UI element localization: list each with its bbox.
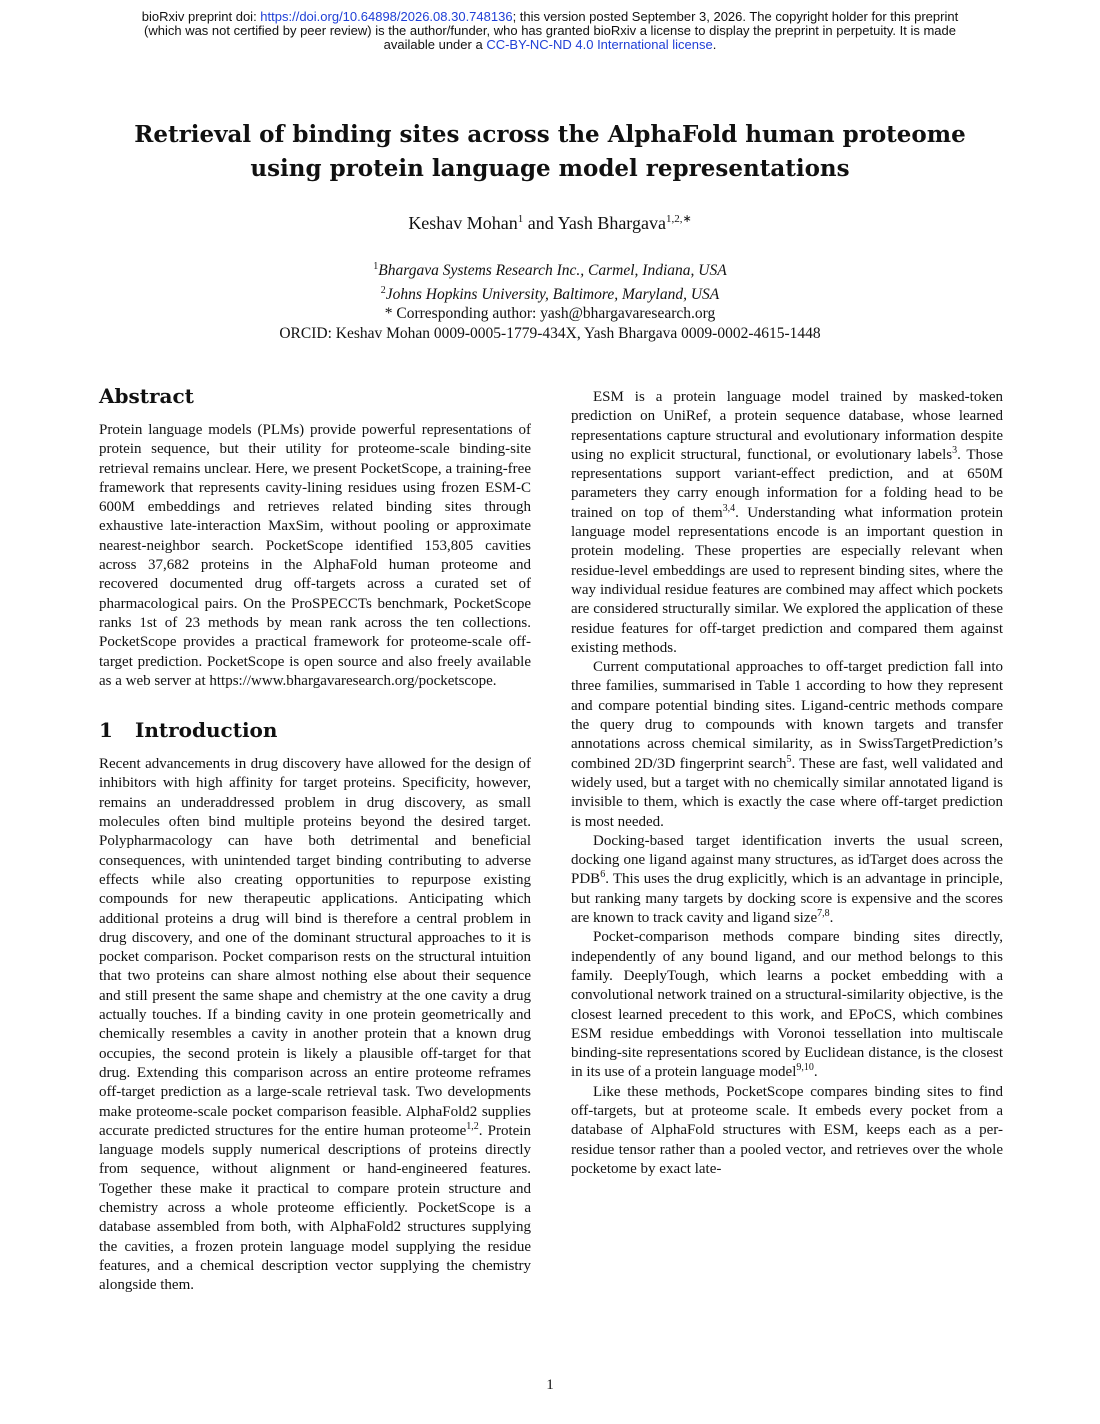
intro-paragraph-4	[571, 832, 1003, 928]
intro-p2-text-b: . Those representations support variant-effect prediction, and at 650M parameters they carry enough information for a folding head to be trained on top of them	[571, 446, 1003, 521]
preprint-banner	[60, 10, 1040, 52]
corresponding-author: * Corresponding author: yash@bhargavaresearch.org	[384, 305, 716, 323]
banner-line-1	[60, 10, 1040, 24]
affiliation-2-marker: 2	[380, 284, 386, 296]
banner-line-3	[60, 38, 1040, 52]
intro-p3-text-b: . These are fast, well validated and widely used, but a target with no chemically similar annotated ligand is invisible to them, which is exactly the case where off-target prediction is most needed.	[571, 755, 1003, 830]
author-1: Keshav Mohan	[408, 213, 518, 233]
banner-doi-prefix: bioRxiv preprint doi:	[141, 9, 261, 24]
citation: 3,4	[722, 502, 736, 514]
banner-license-prefix: available under a	[383, 37, 487, 52]
citation: 5	[786, 753, 792, 765]
intro-paragraph-6: Like these methods, PocketScope compares binding sites to find off-targets, but at proteome scale. It embeds every pocket from a database of AlphaFold structures with ESM, keeps each as a per-residue tensor rather than a pooled vector, and retrieves over the whole pocketome by exact late-	[571, 1083, 1003, 1177]
orcid-line: ORCID: Keshav Mohan 0009-0005-1779-434X, Yash Bhargava 0009-0002-4615-1448	[279, 324, 821, 342]
left-column	[99, 383, 531, 1295]
intro-p1-text-a: Recent advancements in drug discovery have allowed for the design of inhibitors with high affinity for target proteins. Specificity, however, remains an underaddressed problem in drug discovery, as small molecules often bind multiple proteins beyond the desired target. Polypharmacology can have both detrimental and beneficial consequences, with unintended target binding contributing to adverse effects while also creating opportunities to repurpose existing compounds for new therapeutic applications. Anticipating which additional proteins a drug will bind is therefore a central problem in drug discovery, and one of the dominant structural approaches to it is pocket comparison. Pocket comparison rests on the structural intuition that two proteins can share almost nothing else about their sequence and still present the same shape and chemistry at the one cavity a drug actually touches. If a binding cavity in one protein geometrically and chemically resembles a cavity in another protein that a known drug occupies, the second protein is likely a plausible off-target for that drug. Extending this comparison across an entire proteome reframes off-target prediction as a large-scale retrieval task. Two developments make proteome-scale pocket comparison feasible. AlphaFold2 supplies accurate predicted structures for the entire human proteome	[99, 756, 531, 1139]
intro-p4-text-c: .	[829, 910, 834, 927]
doi-link[interactable]: https://doi.org/10.64898/2026.08.30.748136	[260, 9, 513, 24]
intro-paragraph-3	[571, 658, 1003, 832]
banner-line-2: (which was not certified by peer review) is the author/funder, who has granted bioRxiv a license to display the preprint in perpetuity. It is made	[144, 23, 956, 38]
intro-p5-text-b: .	[813, 1064, 818, 1081]
intro-p1-text-b: . Protein language models supply numerical descriptions of proteins directly from sequence, without alignment or hand-engineered features. Together these make it practical to compare protein structure and chemistry across a whole proteome efficiently. PocketScope is a database assembled from both, with AlphaFold2 structures supplying the cavities, a frozen protein language model supplying the residue features, and a chemical description vector supplying the chemistry alongside them.	[99, 1122, 531, 1294]
intro-paragraph-2	[571, 388, 1003, 658]
paper-title	[100, 118, 1000, 186]
author-1-affil: 1	[517, 213, 524, 225]
citation: 6	[600, 869, 606, 881]
section-title: Introduction	[135, 718, 278, 743]
citation: 3	[952, 444, 958, 456]
author-2: Yash Bhargava	[557, 213, 666, 233]
affiliation-1-marker: 1	[373, 261, 379, 272]
intro-p3-text-a: Current computational approaches to off-target prediction fall into three families, summarised in Table 1 according to how they represent and compare potential binding sites. Ligand-centric methods compare the query drug to compounds with known targets and transfer annotations across chemical similarity, as in SwissTargetPrediction’s combined 2D/3D fingerprint search	[571, 659, 1003, 772]
affiliation-1-text: Bhargava Systems Research Inc., Carmel, Indiana, USA	[378, 262, 727, 280]
title-line-2: using protein language model representations	[250, 155, 850, 182]
intro-paragraph-5	[571, 928, 1003, 1082]
intro-p4-text-b: . This uses the drug explicitly, which is an advantage in principle, but ranking many targets by docking score is expensive and the scores are known to track cavity and ligand size	[571, 871, 1003, 927]
abstract-text: Protein language models (PLMs) provide powerful representations of protein sequence, but their utility for proteome-scale binding-site retrieval remains unclear. Here, we present PocketScope, a training-free framework that represents cavity-lining residues using frozen ESM-C 600M embeddings and retrieves related binding sites through exhaustive late-interaction MaxSim, without pooling or approximate nearest-neighbor search. PocketScope identified 153,805 cavities across 37,682 proteins in the AlphaFold human proteome and recovered documented drug off-targets across a curated set of pharmacological pairs. On the ProSPECCTs benchmark, PocketScope ranks 1st of 23 methods by mean rank across the ten collections. PocketScope provides a practical framework for proteome-scale off-target prediction. PocketScope is open source and also freely available as a web server at https://www.bhargavaresearch.org/pocketscope.	[99, 422, 531, 689]
banner-license-suffix: .	[712, 37, 717, 52]
intro-p5-text-a: Pocket-comparison methods compare binding sites directly, independently of any bound ligand, and our method belongs to this family. DeeplyTough, which learns a pocket embedding with a convolutional network trained on a structural-similarity objective, is the closest learned precedent to this work, and EPoCS, which combines ESM residue embeddings with Voronoi tessellation into multiscale binding-site representations scored by Euclidean distance, is the closest in its use of a protein language model	[571, 929, 1003, 1081]
intro-p2-text-a: ESM is a protein language model trained by masked-token prediction on UniRef, a protein sequence database, whose learned representations capture structural and evolutionary information despite using no explicit structural, functional, or evolutionary labels	[571, 389, 1003, 463]
affiliation-2-text: Johns Hopkins University, Baltimore, Maryland, USA	[385, 285, 720, 303]
citation: 7,8	[817, 908, 830, 920]
citation: 1,2	[466, 1120, 479, 1132]
section-number: 1	[99, 718, 113, 743]
affiliation-1	[100, 257, 1000, 281]
author-2-affil: 1,2,∗	[665, 213, 692, 225]
right-column	[571, 388, 1003, 1179]
intro-paragraph-1	[99, 755, 531, 1295]
intro-p4-text-a: Docking-based target identification inverts the usual screen, docking one ligand against many structures, as idTarget does across the PDB	[571, 832, 1003, 888]
banner-post-date: ; this version posted September 3, 2026. The copyright holder for this preprint	[512, 9, 959, 24]
citation: 9,10	[796, 1062, 814, 1074]
introduction-heading	[99, 717, 531, 743]
author-conjunction: and	[523, 213, 558, 233]
affiliations	[100, 257, 1000, 343]
intro-p2-text-c: . Understanding what information protein language model representations encode is an important question in protein modeling. These properties are especially relevant when residue-level embeddings are used to represent binding sites, where the way individual residue features are combined may affect which pockets are considered structurally similar. We explored the application of these residue features for off-target prediction and compared them against existing methods.	[571, 504, 1003, 656]
page-number: 1	[546, 1377, 554, 1393]
author-list	[100, 212, 1000, 234]
title-line-1: Retrieval of binding sites across the AlphaFold human proteome	[134, 121, 966, 148]
abstract-heading: Abstract	[99, 384, 194, 408]
affiliation-2	[100, 281, 1000, 305]
license-link[interactable]: CC-BY-NC-ND 4.0 International license	[486, 37, 713, 52]
